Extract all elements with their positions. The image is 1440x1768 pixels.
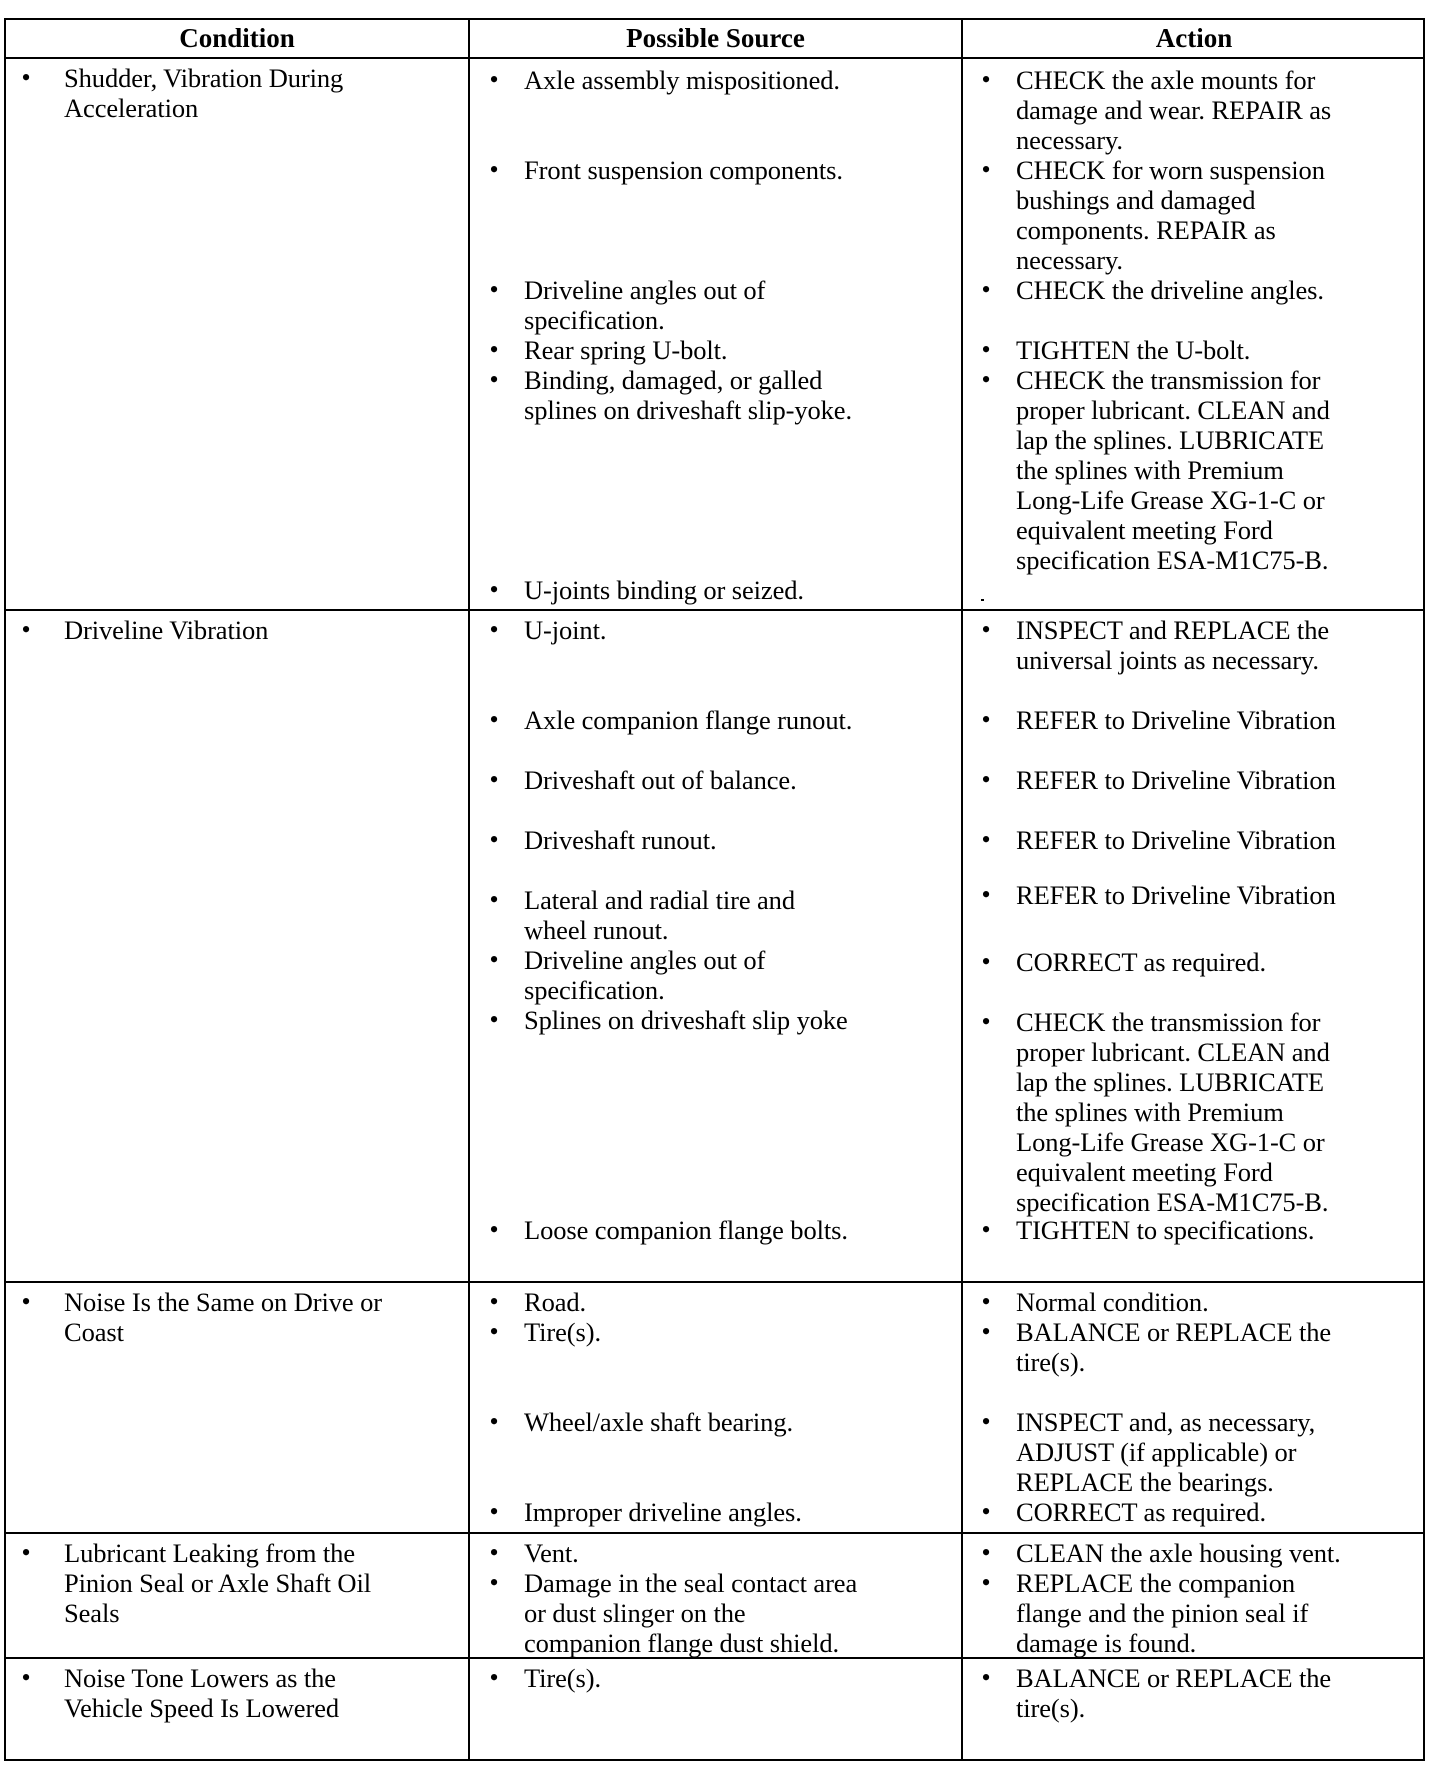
bullet: •: [981, 65, 991, 94]
source-text: Tire(s).: [524, 1317, 601, 1347]
action-text: CHECK the transmission for proper lubricant. CLEAN and lap the splines. LUBRICATE the splines with Premium Long-Life Grease XG-1-C or equivalent meeting Ford specification ESA-M1C75-B.: [1016, 365, 1330, 575]
bullet: •: [489, 365, 499, 394]
condition-text: Noise Tone Lowers as the Vehicle Speed Is Lowered: [64, 1663, 340, 1723]
source-text: Lateral and radial tire and wheel runout.: [524, 885, 795, 945]
action-text: REPLACE the companion flange and the pinion seal if damage is found.: [1016, 1568, 1309, 1658]
bullet: •: [981, 825, 991, 854]
condition-text: Shudder, Vibration During Acceleration: [64, 63, 344, 123]
source-text: Driveshaft out of balance.: [524, 765, 797, 795]
bullet: •: [489, 1568, 499, 1597]
bullet: •: [489, 615, 499, 644]
bullet: •: [981, 1663, 991, 1692]
action-text: TIGHTEN to specifications.: [1016, 1215, 1315, 1245]
bullet: •: [489, 1538, 499, 1567]
column-divider: [961, 20, 963, 1759]
source-text: Loose companion flange bolts.: [524, 1215, 848, 1245]
bullet: •: [489, 155, 499, 184]
source-text: Improper driveline angles.: [524, 1497, 802, 1527]
row-divider: [6, 609, 1423, 611]
action-text: CLEAN the axle housing vent.: [1016, 1538, 1341, 1568]
action-text: TIGHTEN the U-bolt.: [1016, 335, 1251, 365]
source-text: U-joints binding or seized.: [524, 575, 804, 605]
diagnosis-table: [4, 18, 1425, 1761]
source-text: Splines on driveshaft slip yoke: [524, 1005, 848, 1035]
bullet: •: [981, 365, 991, 394]
action-text: BALANCE or REPLACE the tire(s).: [1016, 1317, 1332, 1377]
bullet: •: [489, 885, 499, 914]
bullet: •: [489, 705, 499, 734]
bullet: •: [21, 1287, 31, 1316]
bullet: •: [981, 335, 991, 364]
source-text: Rear spring U-bolt.: [524, 335, 728, 365]
source-text: Driveshaft runout.: [524, 825, 717, 855]
bullet: •: [489, 945, 499, 974]
bullet: •: [981, 275, 991, 304]
bullet: •: [489, 825, 499, 854]
header-condition: Condition: [179, 23, 295, 53]
bullet: •: [21, 63, 31, 92]
condition-text: Noise Is the Same on Drive or Coast: [64, 1287, 382, 1347]
source-text: Vent.: [524, 1538, 579, 1568]
bullet: •: [981, 1007, 991, 1036]
action-text: BALANCE or REPLACE the tire(s).: [1016, 1663, 1332, 1723]
bullet: •: [981, 947, 991, 976]
action-text: REFER to Driveline Vibration: [1016, 825, 1336, 855]
source-text: Driveline angles out of specification.: [524, 275, 766, 335]
source-text: Axle assembly mispositioned.: [524, 65, 840, 95]
source-text: Tire(s).: [524, 1663, 601, 1693]
bullet: •: [981, 1215, 991, 1244]
source-text: Road.: [524, 1287, 587, 1317]
action-text: REFER to Driveline Vibration: [1016, 705, 1336, 735]
bullet: •: [981, 1497, 991, 1526]
bullet: •: [981, 1568, 991, 1597]
action-text: CHECK the transmission for proper lubricant. CLEAN and lap the splines. LUBRICATE the splines with Premium Long-Life Grease XG-1-C or equivalent meeting Ford specification ESA-M1C75-B.: [1016, 1007, 1330, 1217]
bullet: •: [981, 765, 991, 794]
bullet: •: [489, 1497, 499, 1526]
bullet: •: [981, 1538, 991, 1567]
bullet: •: [489, 1005, 499, 1034]
bullet: •: [21, 615, 31, 644]
bullet: •: [489, 1215, 499, 1244]
source-text: Front suspension components.: [524, 155, 843, 185]
bullet: •: [21, 1663, 31, 1692]
row-divider: [6, 1532, 1423, 1534]
bullet: •: [489, 1407, 499, 1436]
bullet: •: [981, 1317, 991, 1346]
condition-text: Lubricant Leaking from the Pinion Seal or Axle Shaft Oil Seals: [64, 1538, 371, 1628]
action-text: CORRECT as required.: [1016, 947, 1266, 977]
bullet: •: [981, 880, 991, 909]
bullet: •: [489, 335, 499, 364]
action-text: INSPECT and, as necessary, ADJUST (if applicable) or REPLACE the bearings.: [1016, 1407, 1316, 1497]
action-text: CHECK the driveline angles.: [1016, 275, 1324, 305]
bullet: •: [981, 1287, 991, 1316]
header-possible-source: Possible Source: [626, 23, 805, 53]
action-text: REFER to Driveline Vibration: [1016, 765, 1336, 795]
bullet: •: [489, 1317, 499, 1346]
source-text: Damage in the seal contact area or dust slinger on the companion flange dust shield.: [524, 1568, 858, 1658]
header-action: Action: [1155, 23, 1233, 53]
action-text: Normal condition.: [1016, 1287, 1209, 1317]
bullet: •: [981, 1407, 991, 1436]
source-text: U-joint.: [524, 615, 607, 645]
source-text: Wheel/axle shaft bearing.: [524, 1407, 793, 1437]
stray-mark: [981, 599, 984, 601]
source-text: Binding, damaged, or galled splines on driveshaft slip-yoke.: [524, 365, 852, 425]
action-text: CHECK the axle mounts for damage and wear. REPAIR as necessary.: [1016, 65, 1332, 155]
action-text: CHECK for worn suspension bushings and damaged components. REPAIR as necessary.: [1016, 155, 1325, 275]
action-text: REFER to Driveline Vibration: [1016, 880, 1336, 910]
bullet: •: [981, 615, 991, 644]
action-text: INSPECT and REPLACE the universal joints as necessary.: [1016, 615, 1330, 675]
condition-text: Driveline Vibration: [64, 615, 269, 645]
row-divider: [6, 1281, 1423, 1283]
bullet: •: [489, 1287, 499, 1316]
source-text: Driveline angles out of specification.: [524, 945, 766, 1005]
bullet: •: [489, 765, 499, 794]
bullet: •: [489, 1663, 499, 1692]
bullet: •: [21, 1538, 31, 1567]
bullet: •: [981, 155, 991, 184]
bullet: •: [489, 65, 499, 94]
bullet: •: [489, 275, 499, 304]
source-text: Axle companion flange runout.: [524, 705, 853, 735]
column-divider: [468, 20, 470, 1759]
action-text: CORRECT as required.: [1016, 1497, 1266, 1527]
bullet: •: [981, 705, 991, 734]
bullet: •: [489, 575, 499, 604]
